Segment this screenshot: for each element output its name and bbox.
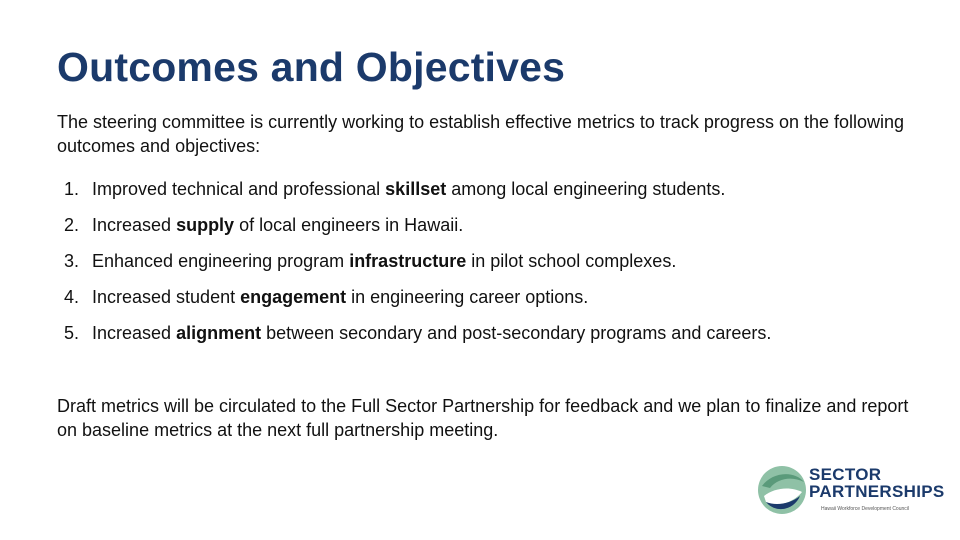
list-item-text: Increased supply of local engineers in Hawaii. (92, 215, 464, 235)
list-item-number: 1. (64, 179, 80, 199)
logo-line-partnerships: PARTNERSHIPS (809, 482, 945, 501)
list-item-number: 5. (64, 323, 80, 343)
list-item-text: Increased student engagement in engineering career options. (92, 287, 589, 307)
list-item-text: Improved technical and professional skillset among local engineering students. (92, 179, 726, 199)
list-item-text: Increased alignment between secondary and post-secondary programs and careers. (92, 323, 772, 343)
sector-partnerships-logo (756, 462, 945, 520)
list-item-keyword: supply (176, 215, 235, 235)
logo-mark-icon (756, 462, 808, 518)
list-item-number: 4. (64, 287, 80, 307)
slide-title: Outcomes and Objectives (57, 44, 566, 90)
logo-line-sector: SECTOR (809, 465, 882, 484)
list-item-text: Enhanced engineering program infrastructure in pilot school complexes. (92, 251, 677, 271)
list-item-keyword: skillset (385, 179, 447, 199)
list-item (64, 249, 924, 285)
list-item-keyword: infrastructure (349, 251, 467, 271)
list-item-keyword: alignment (176, 323, 262, 343)
logo-subtitle: Hawaii Workforce Development Council (821, 506, 909, 512)
list-item (64, 213, 924, 249)
list-item-keyword: engagement (240, 287, 347, 307)
intro-paragraph: The steering committee is currently working to establish effective metrics to track progress on the following outcomes and objectives: (57, 112, 905, 156)
list-item (64, 321, 924, 357)
list-item-number: 2. (64, 215, 80, 235)
list-item (64, 177, 924, 213)
list-item (64, 285, 924, 321)
list-item-number: 3. (64, 251, 80, 271)
closing-paragraph: Draft metrics will be circulated to the Full Sector Partnership for feedback and we plan to finalize and report on baseline metrics at the next full partnership meeting. (57, 396, 909, 440)
outcomes-list (64, 177, 924, 357)
logo-wordmark (809, 466, 945, 500)
